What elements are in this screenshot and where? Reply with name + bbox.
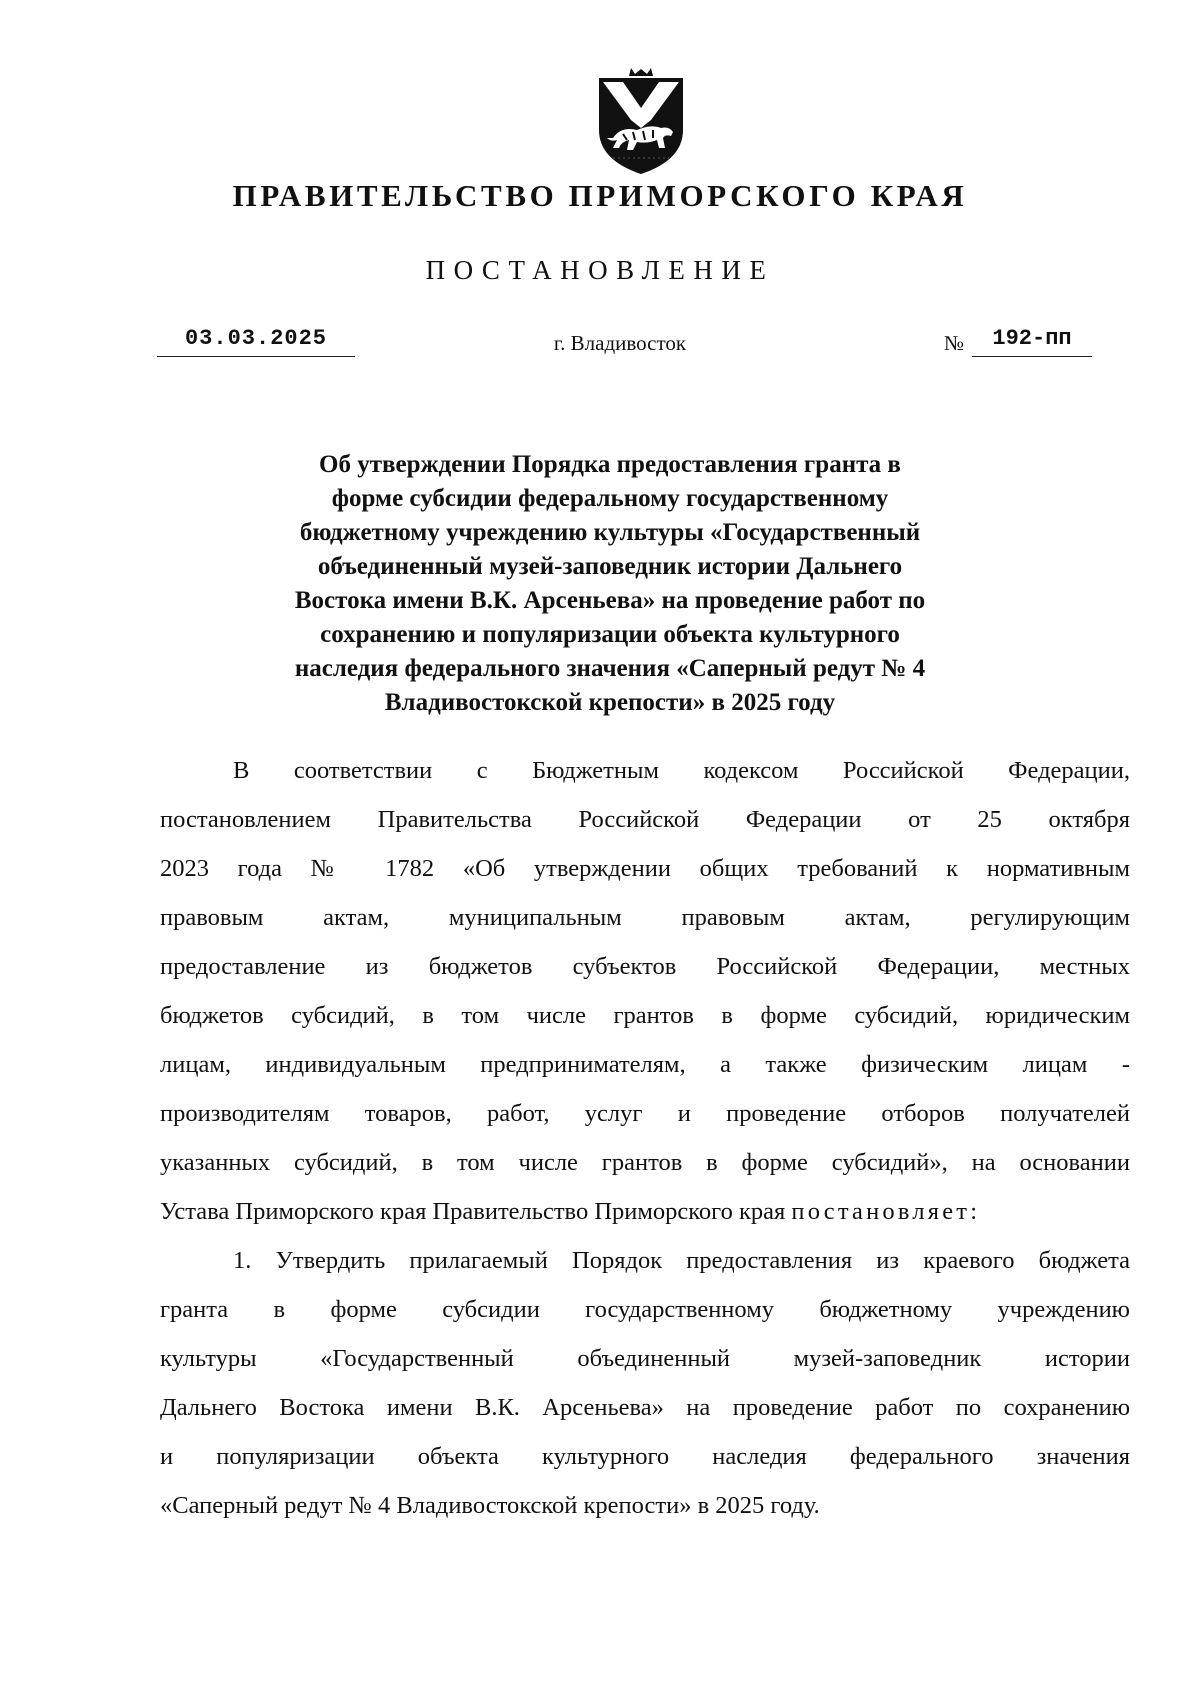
subject-line: сохранению и популяризации объекта культурного — [320, 621, 900, 648]
subject-line: Об утверждении Порядка предоставления гранта в — [319, 451, 901, 478]
item-1-line: «Саперный редут № 4 Владивостокской крепости» в 2025 году. — [160, 1492, 820, 1519]
government-title: ПРАВИТЕЛЬСТВО ПРИМОРСКОГО КРАЯ — [232, 178, 968, 213]
preamble-paragraph — [160, 746, 1130, 1236]
subject-line: Востока имени В.К. Арсеньева» на проведение работ по — [294, 587, 926, 614]
document-subject — [260, 448, 960, 720]
preamble-line: В соответствии с Бюджетным кодексом Российской Федерации, — [233, 757, 1130, 784]
subject-line: форме субсидии федеральному государственному — [331, 485, 889, 512]
item-1-paragraph — [160, 1236, 1130, 1530]
document-city: г. Владивосток — [553, 331, 687, 355]
preamble-line: 2023 года № 1782 «Об утверждении общих требований к нормативным — [160, 855, 1130, 882]
subject-line: бюджетному учреждению культуры «Государственный — [299, 519, 921, 546]
preamble-line: производителям товаров, работ, услуг и проведение отборов получателей — [160, 1100, 1130, 1127]
preamble-line: бюджетов субсидий, в том числе грантов в форме субсидий, юридическим — [160, 1002, 1130, 1029]
subject-line: объединенный музей-заповедник истории Дальнего — [317, 553, 903, 580]
document-number-label: № — [944, 331, 965, 355]
resolves-word: постановляет: — [791, 1198, 981, 1225]
subject-line: Владивостокской крепости» в 2025 году — [384, 689, 836, 716]
item-1-line: Дальнего Востока имени В.К. Арсеньева» на проведение работ по сохранению — [160, 1394, 1130, 1421]
item-1-line: и популяризации объекта культурного наследия федерального значения — [160, 1443, 1130, 1470]
preamble-line: указанных субсидий, в том числе грантов в форме субсидий», на основании — [160, 1149, 1130, 1176]
item-1-line: культуры «Государственный объединенный музей-заповедник истории — [160, 1345, 1130, 1372]
preamble-line: предоставление из бюджетов субъектов Российской Федерации, местных — [160, 953, 1130, 980]
preamble-line: правовым актам, муниципальным правовым актам, регулирующим — [160, 904, 1130, 931]
document-number: 192-пп — [972, 322, 1092, 357]
preamble-last-line — [160, 1187, 1130, 1236]
item-1-line: 1. Утвердить прилагаемый Порядок предоставления из краевого бюджета — [233, 1247, 1130, 1274]
document-date: 03.03.2025 — [157, 322, 355, 357]
document-type: ПОСТАНОВЛЕНИЕ — [425, 255, 775, 285]
preamble-line: постановлением Правительства Российской Федерации от 25 октября — [160, 806, 1130, 833]
item-1-line: гранта в форме субсидии государственному бюджетному учреждению — [160, 1296, 1130, 1323]
subject-line: наследия федерального значения «Саперный редут № 4 — [294, 655, 926, 682]
preamble-line: лицам, индивидуальным предпринимателям, а также физическим лицам - — [160, 1051, 1130, 1078]
preamble-last-line-text: Устава Приморского края Правительство Приморского края — [160, 1198, 792, 1225]
primorsky-krai-coat-of-arms-icon — [593, 68, 689, 178]
